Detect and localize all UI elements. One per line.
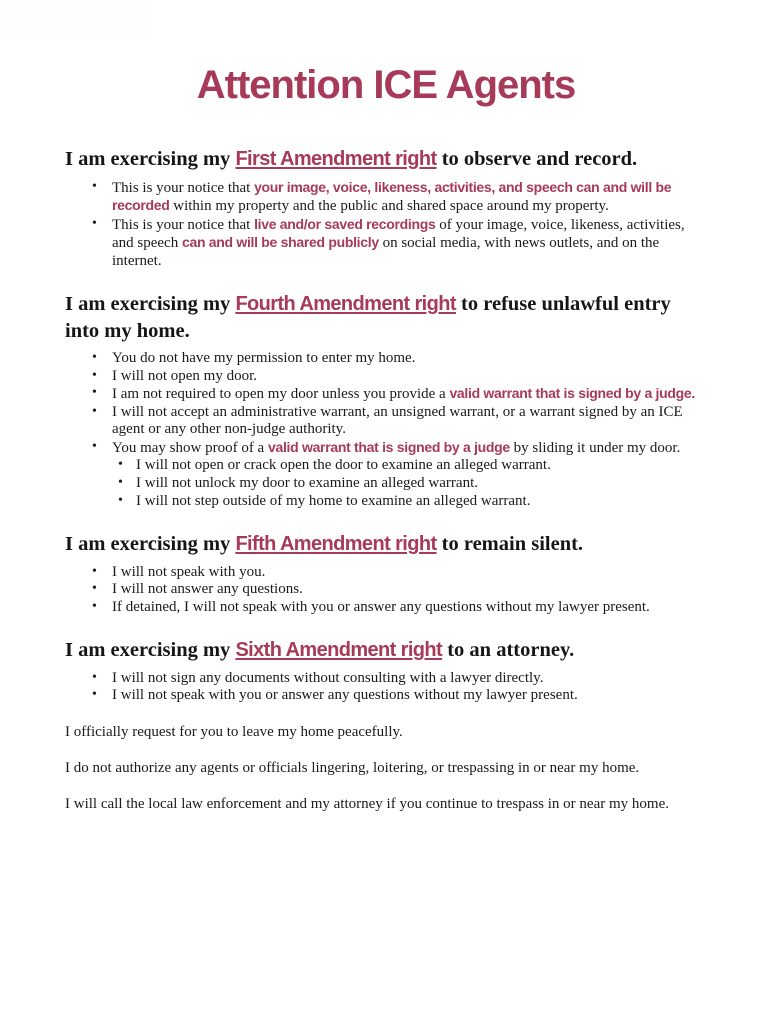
closing-paragraph: I will call the local law enforcement and my attorney if you continue to trespass in or near my home. bbox=[65, 796, 669, 813]
list-item-highlight-text: valid warrant that is signed by a judge. bbox=[449, 385, 695, 402]
list-item bbox=[65, 368, 707, 386]
list-item bbox=[65, 350, 707, 368]
heading-prefix: I am exercising my bbox=[65, 148, 236, 170]
heading-suffix: to an attorney. bbox=[442, 639, 575, 662]
list-item-text: I will not accept an administrative warrant, an unsigned warrant, or a warrant signed by an ICE agent or any other non-judge authority. bbox=[112, 403, 683, 438]
fifth-amendment-link[interactable]: Fifth Amendment right bbox=[235, 533, 437, 556]
list-item-text: This is your notice that bbox=[112, 216, 255, 233]
list-item-text: within my property and the public and shared space around my property. bbox=[169, 198, 609, 215]
list-item bbox=[65, 564, 707, 582]
closing-paragraphs bbox=[65, 724, 707, 814]
sub-list-item-text: I will not step outside of my home to examine an alleged warrant. bbox=[136, 492, 531, 509]
heading-prefix: I am exercising my bbox=[65, 293, 236, 316]
list-item-highlight-text: your image, voice, likeness, activities, and speech can and will be recorded bbox=[112, 178, 672, 214]
document-title: Attention ICE Agents bbox=[196, 63, 576, 107]
scan-artifact bbox=[0, 0, 150, 34]
first-amendment-link[interactable]: First Amendment right bbox=[235, 148, 437, 170]
list-item-text: If detained, I will not speak with you or answer any questions without my lawyer present. bbox=[112, 598, 650, 615]
heading-suffix: to observe and record. bbox=[436, 148, 638, 170]
sections-container bbox=[65, 146, 707, 705]
fourth-amendment-bullet-list bbox=[65, 350, 707, 510]
list-item-text: I will not answer any questions. bbox=[112, 581, 303, 598]
list-item bbox=[65, 599, 707, 617]
fifth-amendment-heading bbox=[65, 531, 707, 558]
list-item-text: I will not sign any documents without consulting with a lawyer directly. bbox=[112, 669, 544, 686]
sixth-amendment-bullet-list bbox=[65, 670, 707, 705]
list-item-text: You may show proof of a bbox=[112, 439, 268, 456]
closing-paragraph: I do not authorize any agents or officials lingering, loitering, or trespassing in or near my home. bbox=[65, 760, 640, 777]
fourth-amendment-heading bbox=[65, 291, 707, 344]
sixth-amendment-link[interactable]: Sixth Amendment right bbox=[235, 639, 443, 662]
heading-prefix: I am exercising my bbox=[65, 533, 236, 556]
closing-paragraph: I officially request for you to leave my home peacefully. bbox=[65, 724, 403, 740]
fourth-amendment-link[interactable]: Fourth Amendment right bbox=[235, 293, 456, 316]
list-item bbox=[65, 581, 707, 599]
list-item bbox=[65, 385, 707, 404]
sub-list-item bbox=[112, 475, 707, 493]
list-item-text: This is your notice that bbox=[112, 179, 255, 196]
list-item bbox=[65, 439, 707, 510]
list-item bbox=[65, 670, 707, 688]
list-item-text: You do not have my permission to enter my home. bbox=[112, 350, 416, 367]
list-item bbox=[65, 404, 707, 439]
sub-list-item-text: I will not unlock my door to examine an alleged warrant. bbox=[136, 474, 478, 491]
list-item bbox=[65, 687, 707, 705]
list-item bbox=[65, 216, 707, 271]
list-item-highlight-text: live and/or saved recordings bbox=[254, 215, 436, 232]
sub-list-item bbox=[112, 457, 707, 475]
sub-list-item bbox=[112, 493, 707, 511]
fifth-amendment-bullet-list bbox=[65, 564, 707, 617]
heading-suffix: to refuse unlawful entry into my home. bbox=[65, 293, 671, 342]
first-amendment-bullet-list bbox=[65, 179, 707, 271]
sixth-amendment-heading bbox=[65, 637, 707, 664]
list-item-highlight-text: can and will be shared publicly bbox=[181, 234, 379, 251]
list-item-text: of your image, voice, likeness, activities, and speech bbox=[112, 216, 685, 252]
heading-prefix: I am exercising my bbox=[65, 639, 236, 662]
sub-bullet-list bbox=[112, 457, 707, 510]
list-item-text: I am not required to open my door unless you provide a bbox=[112, 386, 450, 403]
sub-list-item-text: I will not open or crack open the door to examine an alleged warrant. bbox=[136, 457, 551, 474]
list-item-highlight-text: valid warrant that is signed by a judge bbox=[267, 438, 510, 455]
first-amendment-heading bbox=[65, 146, 707, 173]
list-item-text: I will not speak with you or answer any questions without my lawyer present. bbox=[112, 687, 578, 704]
list-item-text: I will not open my door. bbox=[112, 367, 257, 384]
list-item-text: I will not speak with you. bbox=[112, 563, 266, 580]
heading-suffix: to remain silent. bbox=[436, 533, 584, 556]
list-item-text: by sliding it under my door. bbox=[509, 439, 681, 456]
list-item-text: on social media, with news outlets, and on the internet. bbox=[112, 235, 660, 269]
list-item bbox=[65, 179, 707, 216]
